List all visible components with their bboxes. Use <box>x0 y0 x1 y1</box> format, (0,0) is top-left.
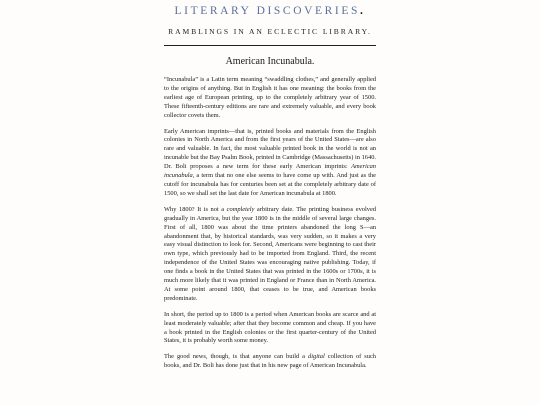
italic-text: American incunabula <box>164 163 376 180</box>
paragraph-text: In short, the period up to 1800 is a period when American books are scarce and at least moderately valuable; after that they become common and cheap. If you have a book printed in the English colonies or the first quarter-century of the United States, it is probably worth some money. <box>164 310 376 345</box>
article-paragraph <box>164 76 376 121</box>
article-paragraph <box>164 353 376 371</box>
paragraph-text: Why 1800? It is not a <box>164 205 227 213</box>
site-title[interactable] <box>0 5 540 17</box>
article-paragraph <box>164 128 376 199</box>
article-title[interactable]: American Incunabula. <box>225 56 315 67</box>
site-title-text[interactable]: LITERARY DISCOVERIES <box>174 5 360 17</box>
site-title-dot: . <box>359 5 366 17</box>
article-paragraph <box>164 311 376 347</box>
header-divider <box>164 45 376 46</box>
article <box>164 56 376 378</box>
article-body <box>164 76 376 371</box>
paragraph-text: collection of such books, and Dr. Boli has done just that in his new page of American Incunabula. <box>164 353 376 370</box>
paragraph-text: The good news, though, is that anyone can build a <box>164 353 309 361</box>
paragraph-text: Early American imprints—that is, printed books and materials from the English colonies in North America and from the first years of the United States—are also rare and valuable. In fact, the most valuable printed book in the world is not an incunable but the Bay Psalm Book, printed in Cambridge (Massachusetts) in 1640. Dr. Boli proposes a new term for these early American imprints: <box>164 127 376 171</box>
site-tagline: RAMBLINGS IN AN ECLECTIC LIBRARY. <box>168 27 372 36</box>
italic-text: completely <box>226 205 255 213</box>
paragraph-text: , a term that no one else seems to have come up with. And just as the cutoff for incunabula has for centuries been set at the completely arbitrary date of 1500, so we shall set the last date for American incunabula at 1800. <box>164 172 376 197</box>
article-paragraph <box>164 206 376 304</box>
italic-text: digital <box>308 353 325 361</box>
paragraph-text: arbitrary date. The printing business evolved gradually in America, but the year 1800 is in the middle of several large changes. First of all, 1800 was about the time printers abandoned the long S—an abandonment that, by historical standards, was very sudden, so it makes a very easy visual distinction to look for. Second, Americans were beginning to cast their own type, which previously had to be imported from England. Third, the recent independence of the United States was encouraging native publishing. Today, if one finds a book in the United States that was printed in the 1600s or 1700s, it is much more likely that it was printed in England or France than in North America. At some point around 1800, that ceases to be true, and American books predominate. <box>164 205 376 302</box>
paragraph-text: “Incunabula” is a Latin term meaning “swaddling clothes,” and generally applied to the origins of anything. But in English it has one meaning: the books from the earliest age of European printing, up to the completely arbitrary year of 1500. These fifteenth-century editions are rare and extremely valuable, and every book collector covets them. <box>164 76 376 119</box>
